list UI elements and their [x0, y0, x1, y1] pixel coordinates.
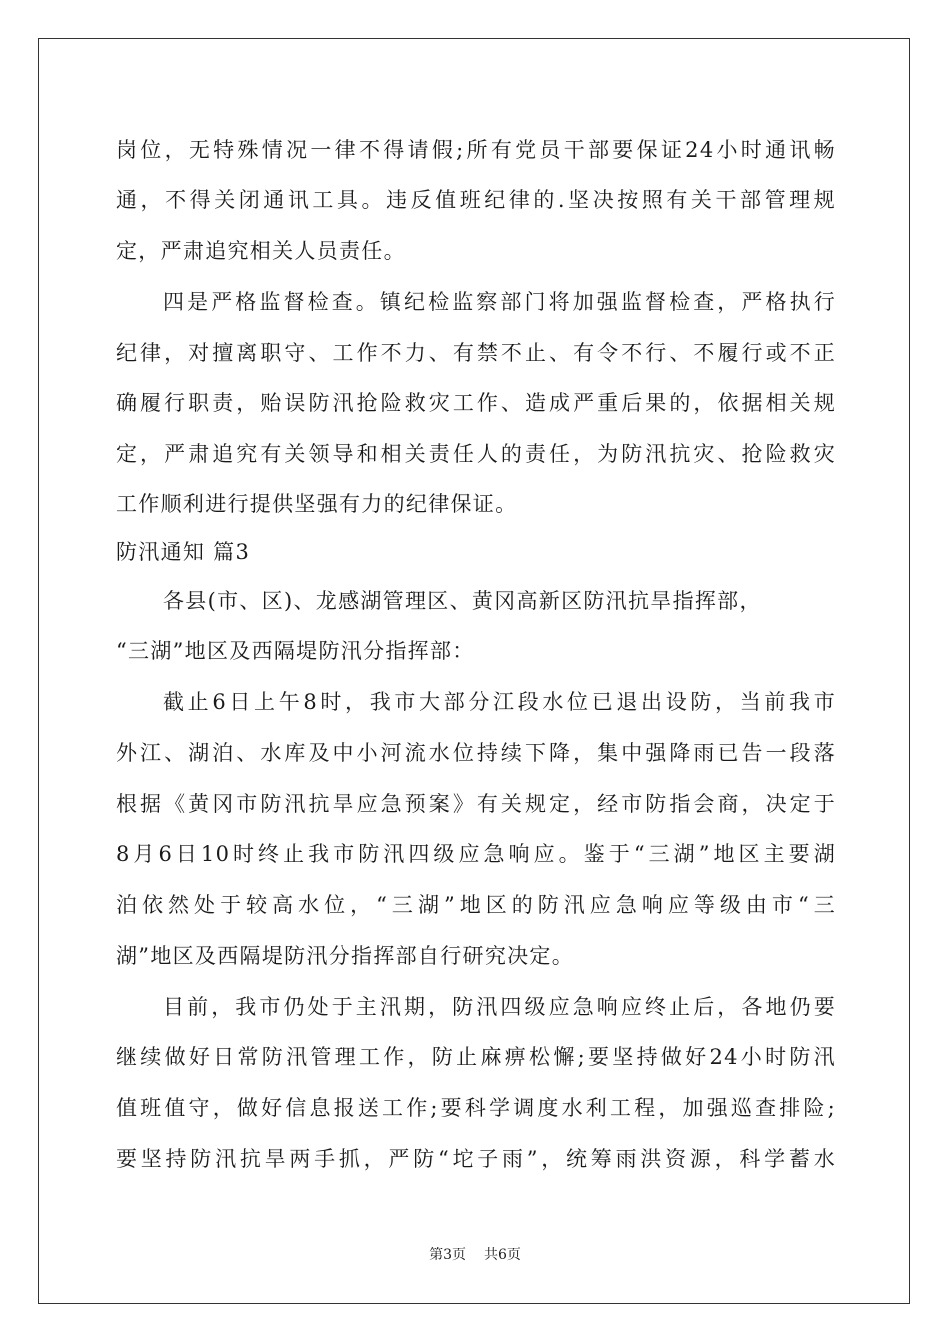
text-line: 值班值守，做好信息报送工作;要科学调度水利工程，加强巡查排险;: [116, 1096, 836, 1120]
text-line: 岗位，无特殊情况一律不得请假;所有党员干部要保证24小时通讯畅: [116, 138, 836, 162]
section-heading: 防汛通知 篇3: [116, 540, 251, 564]
text-line: 定，严肃追究有关领导和相关责任人的责任，为防汛抗灾、抢险救灾: [116, 442, 836, 466]
paragraph-first-line: 四是严格监督检查。镇纪检监察部门将加强监督检查，严格执行: [163, 290, 836, 314]
paragraph-first-line: 各县(市、区)、龙感湖管理区、黄冈高新区防汛抗旱指挥部，: [163, 589, 762, 613]
text-line: 泊依然处于较高水位，“三湖”地区的防汛应急响应等级由市“三: [116, 893, 836, 917]
text-line: 湖”地区及西隔堤防汛分指挥部自行研究决定。: [116, 944, 575, 968]
text-line: “三湖”地区及西隔堤防汛分指挥部：: [116, 639, 475, 663]
text-line: 外江、湖泊、水库及中小河流水位持续下降，集中强降雨已告一段落: [116, 741, 836, 765]
text-line: 8月6日10时终止我市防汛四级应急响应。鉴于“三湖”地区主要湖: [116, 842, 836, 866]
text-line: 继续做好日常防汛管理工作，防止麻痹松懈;要坚持做好24小时防汛: [116, 1045, 836, 1069]
page-footer: [0, 1245, 950, 1265]
page-number-current: 第3页: [429, 1247, 466, 1263]
text-line: 工作顺利进行提供坚强有力的纪律保证。: [116, 492, 518, 516]
text-line: 纪律，对擅离职守、工作不力、有禁不止、有令不行、不履行或不正: [116, 341, 836, 365]
paragraph-first-line: 截止6日上午8时，我市大部分江段水位已退出设防，当前我市: [163, 690, 836, 714]
text-line: 定，严肃追究相关人员责任。: [116, 239, 406, 263]
text-line: 确履行职责，贻误防汛抢险救灾工作、造成严重后果的，依据相关规: [116, 391, 836, 415]
paragraph-first-line: 目前，我市仍处于主汛期，防汛四级应急响应终止后，各地仍要: [163, 995, 836, 1019]
text-line: 通，不得关闭通讯工具。违反值班纪律的.坚决按照有关干部管理规: [116, 188, 836, 212]
text-line: 要坚持防汛抗旱两手抓，严防“坨子雨”，统筹雨洪资源，科学蓄水: [116, 1147, 836, 1171]
page-number-total: 共6页: [484, 1247, 521, 1263]
text-line: 根据《黄冈市防汛抗旱应急预案》有关规定，经市防指会商，决定于: [116, 792, 836, 816]
